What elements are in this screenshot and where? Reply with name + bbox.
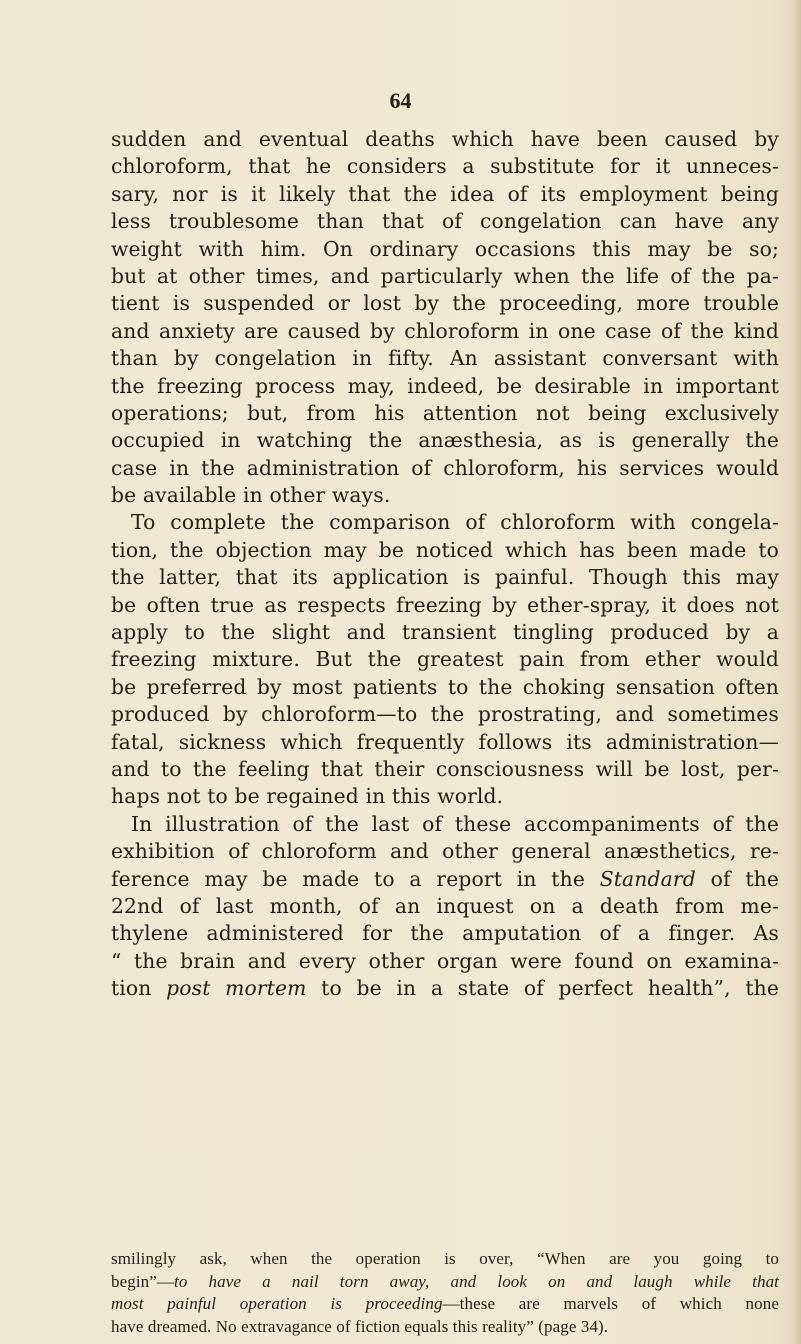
footnote-line: have dreamed. No extravagance of fiction equals this reality” (page 34). (111, 1316, 609, 1336)
text-segment: tion (111, 976, 167, 1001)
text-line: produced by chloroform—to the prostrating, and sometimes (111, 702, 779, 727)
text-line: “ the brain and every other organ were found on examina- (111, 948, 779, 973)
footnote-block (111, 1248, 779, 1338)
footnote-line (111, 1293, 779, 1316)
text-line: be often true as respects freezing by ether-spray, it does not (111, 592, 779, 617)
footnote-line: smilingly ask, when the operation is over, “When are you going to (111, 1249, 779, 1268)
text-segment: of the (695, 866, 779, 891)
text-line (111, 866, 779, 893)
text-segment: ference may be made to a report in the (111, 866, 600, 891)
italic-title-standard: Standard (599, 866, 696, 891)
text-line: tient is suspended or lost by the proceeding, more trouble (111, 291, 779, 316)
text-line: sary, nor is it likely that the idea of its employment being (111, 181, 779, 206)
text-line: tion, the objection may be noticed which has been made to (111, 537, 779, 562)
text-line: the latter, that its application is painful. Though this may (111, 565, 779, 590)
text-segment: begin”— (111, 1271, 175, 1291)
text-line: To complete the comparison of chloroform with congela- (131, 510, 779, 535)
text-line (111, 975, 779, 1002)
italic-post-mortem: post mortem (166, 976, 307, 1001)
text-line: than by congelation in fifty. An assistant conversant with (111, 346, 779, 371)
text-segment: to be in a state of perfect health”, the (306, 976, 780, 1001)
text-line: but at other times, and particularly when the life of the pa- (111, 263, 779, 288)
text-line: weight with him. On ordinary occasions this may be so; (111, 236, 779, 261)
page-number: 64 (389, 88, 412, 113)
text-line: case in the administration of chloroform, his services would (111, 455, 779, 480)
text-line: occupied in watching the anæsthesia, as is generally the (111, 428, 779, 453)
text-line: sudden and eventual deaths which have been caused by (111, 127, 779, 151)
text-line: freezing mixture. But the greatest pain from ether would (111, 647, 779, 672)
text-line: be preferred by most patients to the choking sensation often (111, 674, 779, 699)
text-line: and to the feeling that their consciousness will be lost, per- (111, 756, 779, 781)
text-line: In illustration of the last of these accompaniments of the (131, 811, 779, 836)
text-line: apply to the slight and transient tingling produced by a (111, 620, 779, 645)
text-line: be available in other ways. (111, 483, 391, 508)
footnote-line (111, 1271, 779, 1294)
text-line: thylene administered for the amputation of a finger. As (111, 921, 779, 946)
text-line: operations; but, from his attention not being exclusively (111, 400, 779, 425)
text-line: exhibition of chloroform and other general anæsthetics, re- (111, 839, 779, 864)
text-line: the freezing process may, indeed, be desirable in important (111, 373, 779, 398)
text-line: haps not to be regained in this world. (111, 784, 504, 809)
italic-quote: most painful operation is proceeding (111, 1294, 443, 1313)
text-segment: —these are marvels of which none (442, 1294, 779, 1313)
text-line: 22nd of last month, of an inquest on a death from me- (111, 893, 779, 918)
text-line: chloroform, that he considers a substitute for it unneces- (111, 154, 779, 179)
text-line: fatal, sickness which frequently follows its administration— (111, 729, 779, 754)
italic-quote: to have a nail torn away, and look on and laugh while that (174, 1271, 779, 1291)
page-edge-shadow (791, 0, 801, 1344)
text-line: less troublesome than that of congelation can have any (111, 209, 779, 234)
main-text-block (111, 126, 779, 1003)
text-line: and anxiety are caused by chloroform in one case of the kind (111, 318, 779, 343)
